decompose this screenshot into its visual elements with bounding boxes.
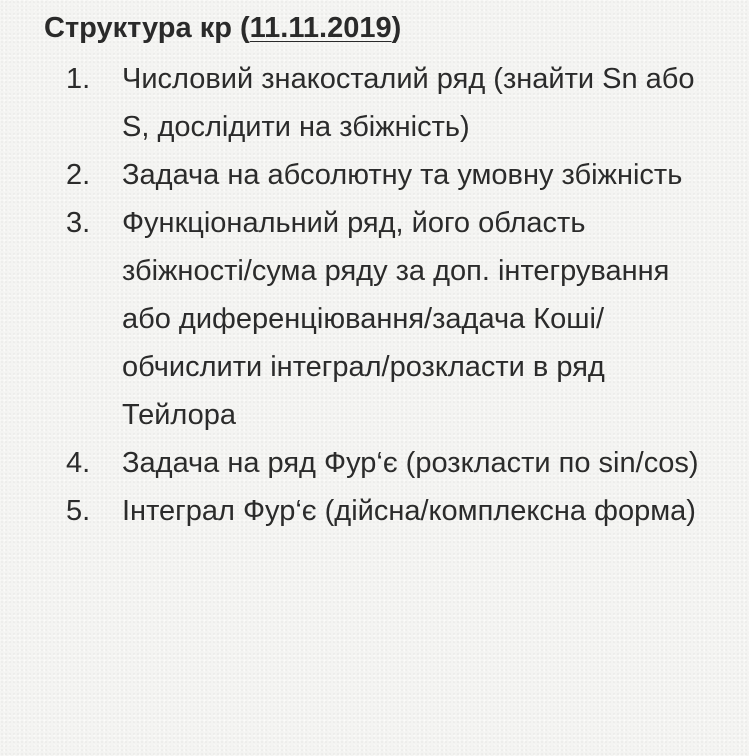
list-item: [66, 55, 716, 151]
list-item-number: 1.: [66, 63, 91, 95]
title-suffix: ): [391, 12, 402, 44]
list-item-number: 3.: [66, 207, 91, 239]
list-item: [66, 439, 716, 487]
list-item-text: Задача на ряд Фур‘є (розкласти по sin/cos): [122, 447, 699, 479]
list-item-number: 2.: [66, 159, 91, 191]
list-item: [66, 487, 716, 535]
list-item-text: Задача на абсолютну та умовну збіжність: [122, 159, 683, 191]
list-item: [66, 151, 716, 199]
list-item-number: 4.: [66, 447, 91, 479]
list-item-number: 5.: [66, 495, 91, 527]
list-item-text: Функціональний ряд, його область збіжності/сума ряду за доп. інтегрування або диференціювання/задача Коші/обчислити інтеграл/розкласти в ряд Тейлора: [122, 207, 670, 431]
title-date: 11.11.2019: [249, 12, 392, 44]
title-prefix: Структура кр (: [44, 12, 250, 44]
note-title: [44, 10, 401, 46]
list-item-text: Інтеграл Фур‘є (дійсна/комплексна форма): [122, 495, 696, 527]
list-item: [66, 199, 716, 439]
list-item-text: Числовий знакосталий ряд (знайти Sn або S, дослідити на збіжність): [122, 63, 695, 143]
numbered-list: [66, 55, 716, 535]
